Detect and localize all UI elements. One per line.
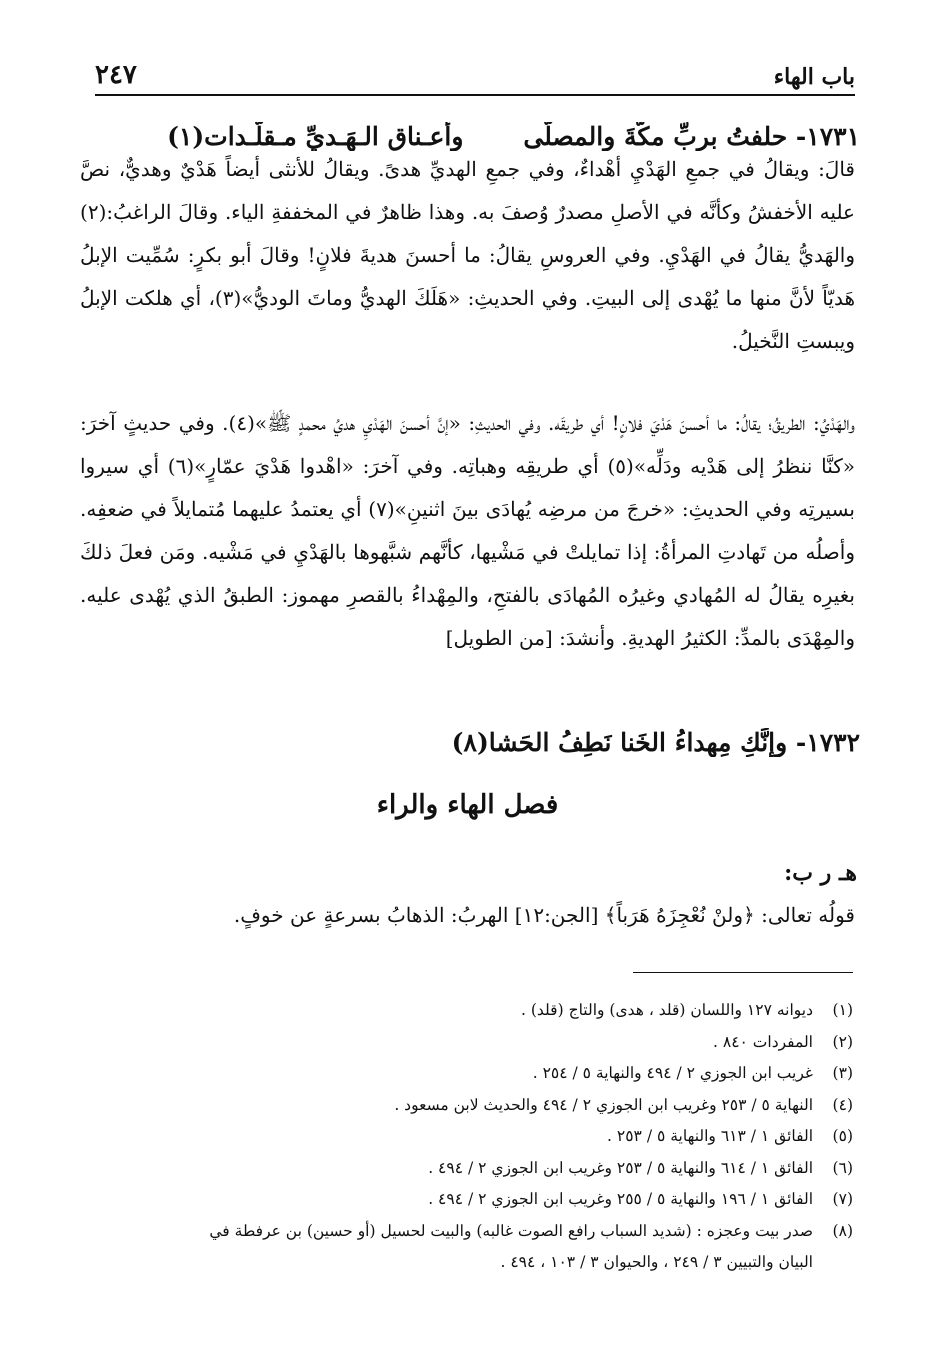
- footnote: [70, 1184, 853, 1216]
- footnote-text: النهاية ٥ / ٢٥٣ وغريب ابن الجوزي ٢ / ٤٩٤ والحديث لابن مسعود .: [394, 1095, 813, 1114]
- footnote-number: (٤): [832, 1095, 853, 1114]
- paragraph-2: والهَدْيُ: الطريقُ؛ يقالُ: ما أحسنَ هَدْيَ فلانٍ! أي طريقَه. وفي الحديثِ: «إنَّ أحسنَ الهَدْيِ هديُ محمدٍ ﷺ»(٤). وفي حديثٍ آخرَ: «كنَّا ننظرُ إلى هَدْيه ودَلِّه»(٥) أي طريقِه وهباتِه. وفي آخرَ: «اهْدوا هَدْيَ عمّارٍ»(٦) أي سيروا بسيرتِه وفي الحديثِ: «خرجَ من مرضِه يُهادَى بينَ اثنينِ»(٧) أي يعتمدُ عليهما مُتمايلاً في ضعفِه. وأصلُه من تَهادتِ المرأةُ: إذا تمايلتْ في مَشْيها، كأنَّهم شبَّهوها بالهَدْيِ في مَشْيه. ومَن فعلَ ذلكَ بغيرِه يقالُ له المُهادي وغيرُه المُهادَى بالفتحِ، والمِهْداءُ بالقصرِ مهموز: الطبقُ الذي يُهْدى عليه. والمِهْدَى بالمدِّ: الكثيرُ الهديةِ. وأنشدَ: [من الطويل]: [80, 411, 856, 650]
- verse-second-hemistich: وأعـناقِ الـهَـديِّ مـقلَّـدات(١): [167, 122, 464, 151]
- root-entry-heading: هـ ر ب:: [784, 860, 857, 886]
- footnote-number: (٧): [832, 1190, 853, 1208]
- footnote-number: (٢): [832, 1032, 853, 1051]
- page-number: ٢٤٧: [95, 60, 137, 90]
- footnote-number: (١): [832, 1001, 853, 1019]
- footnote: [70, 1153, 853, 1185]
- entry-text: قولُه تعالى: ﴿ولنْ نُعْجِزَهُ هَرَباً﴾ [الجن:١٢] الهربُ: الذهابُ بسرعةٍ عن خوفٍ.: [233, 903, 855, 927]
- section-title: فصل الهاء والراء: [376, 790, 559, 820]
- footnote-number: (٨): [832, 1221, 853, 1240]
- verse-1732: ١٧٣٢- وإنَّكِ مِهداءُ الخَنا نَطِفُ الحَشا(٨): [451, 728, 860, 757]
- verse-first-hemistich: ١٧٣١- حلفتُ بربِّ مكَّةَ والمصلَّى: [523, 122, 860, 151]
- footnote-text: الفائق ١ / ٦١٤ والنهاية ٥ / ٢٥٣ وغريب ابن الجوزي ٢ / ٤٩٤ .: [428, 1158, 813, 1177]
- footnote-number: (٥): [832, 1127, 853, 1145]
- verse-1731: [95, 122, 860, 151]
- paragraph-1: قالَ: ويقالُ في جمعِ الهَدْيِ أهْداءٌ، وفي جمعِ الهديِّ هدىً. ويقالُ للأنثى أيضاً هَدْيٌ وهديٌّ، نصَّ عليه الأخفشُ وكأنَّه في الأصلِ مصدرٌ وُصفَ به. وهذا ظاهرٌ في المخففةِ الياء. وقالَ الراغبُ:(٢) والهَديُّ يقالُ في الهَدْيِ. وفي العروسِ يقالُ: ما أحسنَ هديةَ فلانٍ! وقالَ أبو بكرٍ: سُمِّيت الإبلُ هَديّاً لأنَّ منها ما يُهْدى إلى البيتِ. وفي الحديثِ: «هَلَكَ الهديُّ وماتَ الوديُّ»(٣)، أي هلكت الإبلُ ويبستِ النَّخيلُ.: [80, 157, 855, 353]
- footnote-text: المفردات ٨٤٠ .: [713, 1032, 813, 1051]
- footnote: [70, 995, 853, 1027]
- footnote-text: غريب ابن الجوزي ٢ / ٤٩٤ والنهاية ٥ / ٢٥٤ .: [532, 1064, 813, 1082]
- footnote-number: (٣): [832, 1064, 853, 1082]
- footnote-text: ديوانه ١٢٧ واللسان (قلد ، هدى) والتاج (قلد) .: [521, 1001, 813, 1019]
- footnote-separator: [633, 972, 853, 973]
- footnote: [70, 1058, 853, 1090]
- footnote: [70, 1121, 853, 1153]
- chapter-title: باب الهاء: [773, 64, 855, 90]
- footnotes: [70, 995, 853, 1279]
- footnote-text: الفائق ١ / ١٩٦ والنهاية ٥ / ٢٥٥ وغريب ابن الجوزي ٢ / ٤٩٤ .: [428, 1190, 813, 1208]
- running-header: [95, 58, 855, 96]
- footnote-number: (٦): [832, 1158, 853, 1177]
- footnote-continuation: البيان والتبيين ٣ / ٢٤٩ ، والحيوان ٣ / ١٠٣ ، ٤٩٤ .: [500, 1253, 813, 1271]
- footnote-text: صدر بيت وعجزه : (شديد السباب رافع الصوت غالبه) والبيت لحسيل (أو حسين) بن عرفطة في: [209, 1221, 813, 1240]
- footnote: [70, 1216, 853, 1248]
- footnote: [70, 1027, 853, 1059]
- footnote: [70, 1090, 853, 1122]
- footnote-text: الفائق ١ / ٦١٣ والنهاية ٥ / ٢٥٣ .: [607, 1127, 813, 1145]
